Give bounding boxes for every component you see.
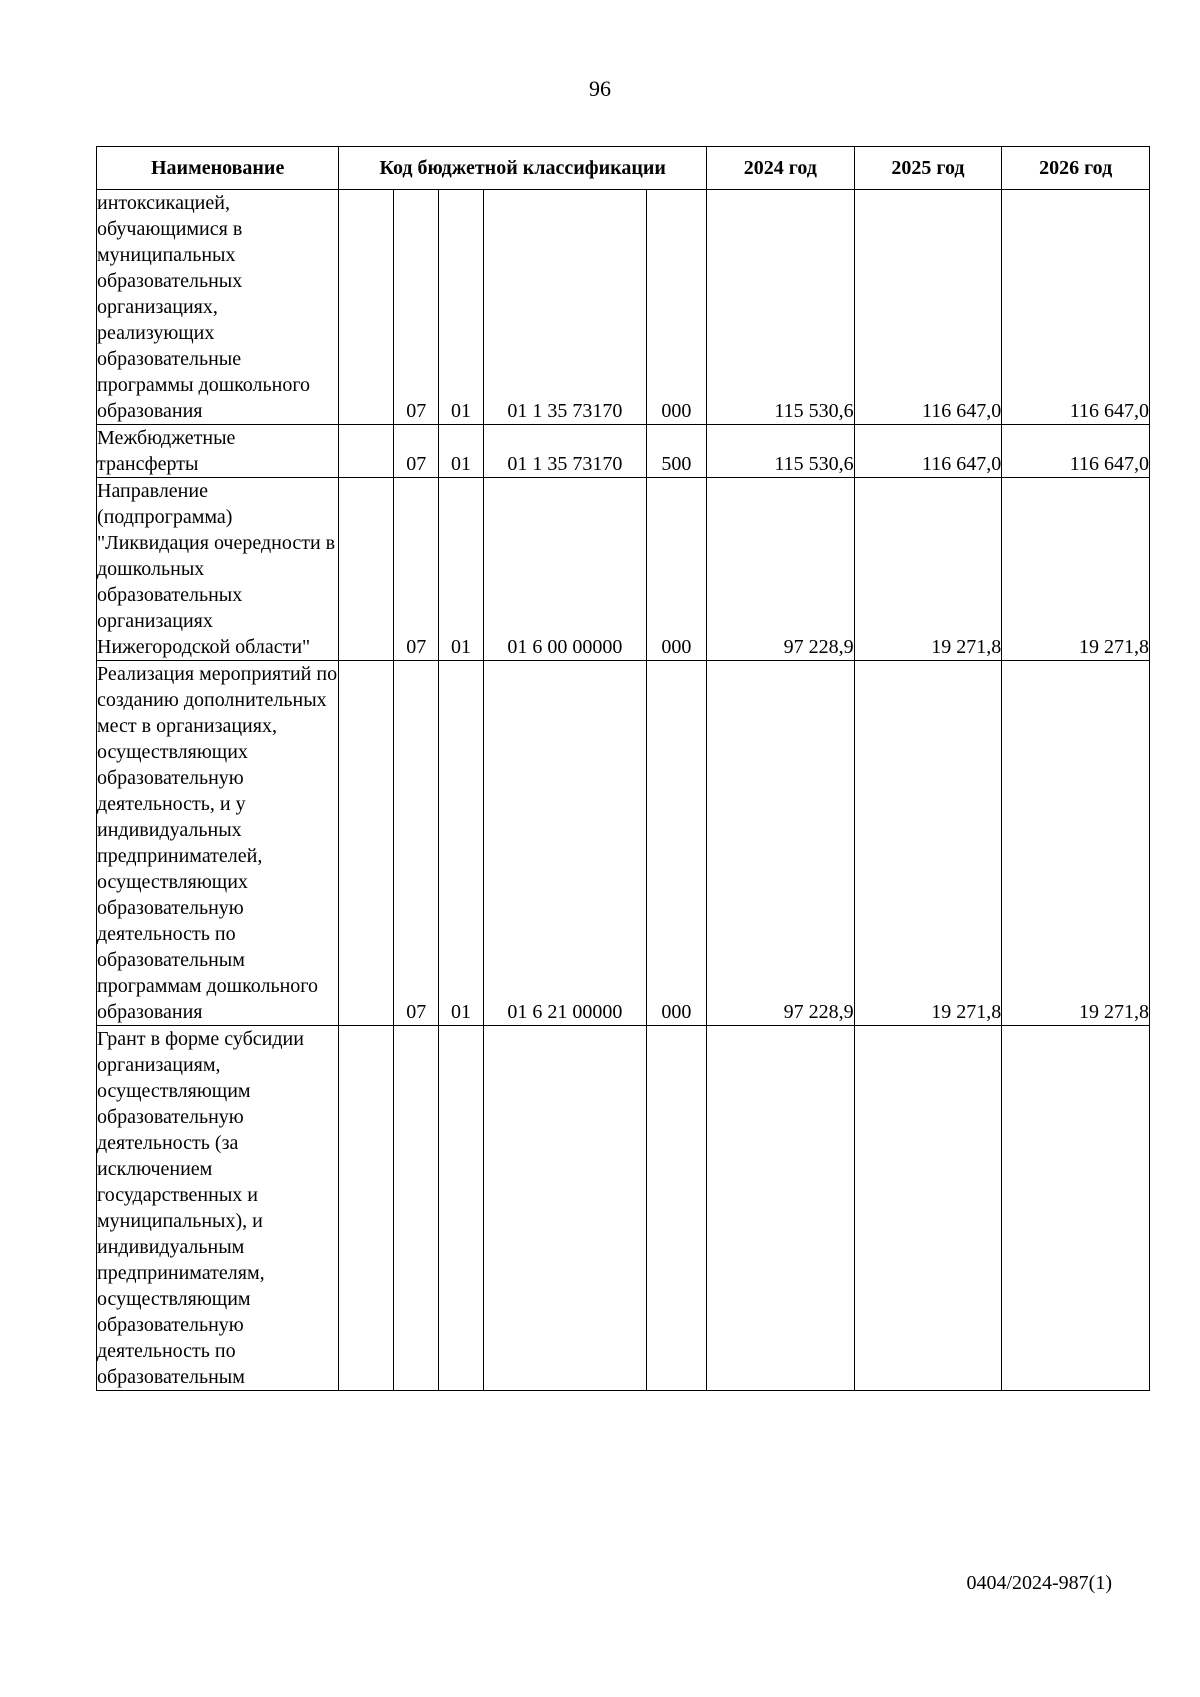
row-razdel: 07 — [394, 478, 439, 661]
row-name: интоксикацией, обучающимися в муниципальных образовательных организациях, реализующих образовательные программы дошкольного образования — [97, 190, 339, 425]
row-value-2024: 115 530,6 — [706, 190, 854, 425]
row-value-2025: 19 271,8 — [854, 478, 1002, 661]
row-name: Направление (подпрограмма) "Ликвидация очередности в дошкольных образовательных организациях Нижегородской области" — [97, 478, 339, 661]
table-row — [97, 478, 1150, 661]
row-value-2026: 19 271,8 — [1002, 478, 1150, 661]
row-value-2025: 19 271,8 — [854, 661, 1002, 1026]
row-target-article: 01 1 35 73170 — [483, 190, 646, 425]
row-value-2024: 115 530,6 — [706, 425, 854, 478]
table-row — [97, 425, 1150, 478]
row-name: Грант в форме субсидии организациям, осуществляющим образовательную деятельность (за исключением государственных и муниципальных), и индивидуальным предпринимателям, осуществляющим образовательную деятельность по образовательным — [97, 1026, 339, 1391]
table-row — [97, 1026, 1150, 1391]
row-target-article: 01 1 35 73170 — [483, 425, 646, 478]
row-value-2024: 97 228,9 — [706, 661, 854, 1026]
budget-table — [96, 146, 1150, 1391]
row-value-2024: 97 228,9 — [706, 478, 854, 661]
header-2026: 2026 год — [1002, 147, 1150, 190]
row-name: Межбюджетные трансферты — [97, 425, 339, 478]
table-header-row — [97, 147, 1150, 190]
page-number: 96 — [589, 76, 611, 101]
row-value-2026: 116 647,0 — [1002, 425, 1150, 478]
row-name: Реализация мероприятий по созданию дополнительных мест в организациях, осуществляющих образовательную деятельность, и у индивидуальных предпринимателей, осуществляющих образовательную деятельность по образовательным программам дошкольного образования — [97, 661, 339, 1026]
row-value-2026: 19 271,8 — [1002, 661, 1150, 1026]
row-target-article: 01 6 21 00000 — [483, 661, 646, 1026]
table-row — [97, 661, 1150, 1026]
row-razdel: 07 — [394, 190, 439, 425]
row-value-2025: 116 647,0 — [854, 190, 1002, 425]
row-expense-type: 000 — [646, 661, 706, 1026]
row-value-2025: 116 647,0 — [854, 425, 1002, 478]
row-razdel: 07 — [394, 425, 439, 478]
row-value-2026: 116 647,0 — [1002, 190, 1150, 425]
row-expense-type: 000 — [646, 478, 706, 661]
document-id: 0404/2024-987(1) — [966, 1572, 1112, 1594]
row-expense-type: 000 — [646, 190, 706, 425]
row-podrazdel: 01 — [439, 661, 484, 1026]
row-expense-type: 500 — [646, 425, 706, 478]
header-name: Наименование — [97, 147, 339, 190]
row-target-article: 01 6 00 00000 — [483, 478, 646, 661]
header-code: Код бюджетной классификации — [339, 147, 707, 190]
row-podrazdel: 01 — [439, 425, 484, 478]
header-2025: 2025 год — [854, 147, 1002, 190]
table-row — [97, 190, 1150, 425]
row-podrazdel: 01 — [439, 190, 484, 425]
row-podrazdel: 01 — [439, 478, 484, 661]
header-2024: 2024 год — [706, 147, 854, 190]
row-razdel: 07 — [394, 661, 439, 1026]
